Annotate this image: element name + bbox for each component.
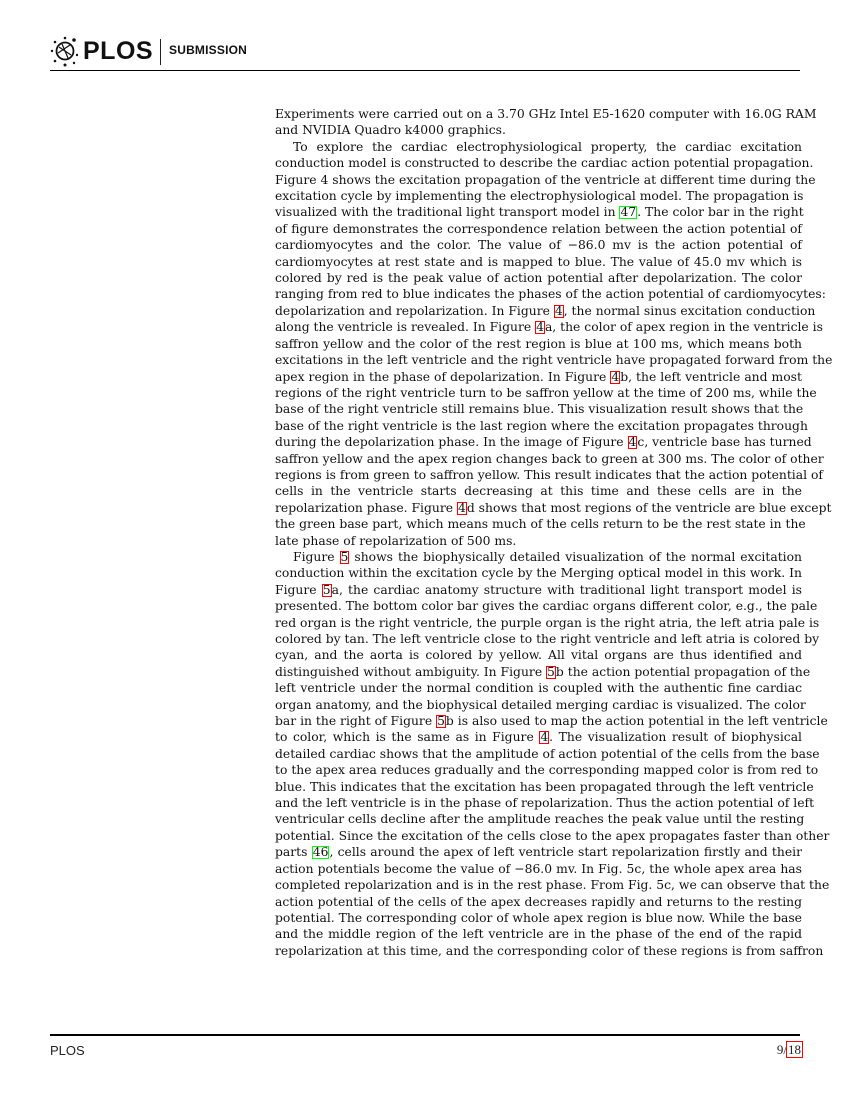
- text-line: repolarization phase. Figure 4d shows that most regions of the ventricle are blue except: [275, 500, 832, 515]
- text-line: Experiments were carried out on a 3.70 GHz Intel E5-1620 computer with 16.0G RAM: [275, 107, 817, 121]
- text-line: saffron yellow and the color of the rest region is blue at 100 ms, which means both: [275, 336, 802, 351]
- text-line: potential. The corresponding color of whole apex region is blue now. While the base: [275, 910, 802, 925]
- text-line: Figure 5 shows the biophysically detailed visualization of the normal excitation: [293, 549, 802, 564]
- text-line: parts 46, cells around the apex of left ventricle start repolarization firstly and their: [275, 845, 802, 860]
- text-line: and NVIDIA Quadro k4000 graphics.: [275, 123, 506, 138]
- text-line: Figure 5a, the cardiac anatomy structure with traditional light transport model is: [275, 582, 802, 597]
- text-line: and the middle region of the left ventricle are in the phase of the end of the rapid: [275, 927, 802, 942]
- text-line: ranging from red to blue indicates the phases of the action potential of cardiomyocytes:: [275, 287, 826, 302]
- figure-link[interactable]: 4: [457, 500, 466, 515]
- text-line: the green base part, which means much of the cells return to be the rest state in the: [275, 517, 806, 532]
- text-line: presented. The bottom color bar gives the cardiac organs different color, e.g., the pale: [275, 599, 818, 614]
- text-line: depolarization and repolarization. In Figure 4, the normal sinus excitation conduction: [275, 303, 816, 318]
- text-line: blue. This indicates that the excitation has been propagated through the left ventricle: [275, 779, 814, 794]
- figure-link[interactable]: 4: [611, 369, 620, 384]
- text-line: action potentials become the value of −86.0 mv. In Fig. 5c, the whole apex area has: [275, 861, 802, 876]
- text-line: base of the right ventricle still remains blue. This visualization result shows that the: [275, 402, 804, 417]
- footer-rule: [50, 1034, 800, 1036]
- logo-text: PLOS: [83, 37, 154, 65]
- text-line: along the ventricle is revealed. In Figure 4a, the color of apex region in the ventricle is: [275, 320, 823, 335]
- text-line: and the left ventricle is in the phase of repolarization. Thus the action potential of left: [275, 796, 815, 811]
- text-line: cyan, and the aorta is colored by yellow. All vital organs are thus identified and: [275, 648, 802, 663]
- text-line: cardiomyocytes and the color. The value of −86.0 mv is the action potential of: [275, 238, 802, 253]
- footer-journal: PLOS: [50, 1043, 85, 1058]
- page-header: [50, 30, 800, 72]
- text-line: during the depolarization phase. In the image of Figure 4c, ventricle base has turned: [275, 435, 812, 450]
- text-line: cells in the ventricle starts decreasing at this time and these cells are in the: [275, 484, 802, 499]
- text-line: of figure demonstrates the correspondence relation between the action potential of: [275, 221, 802, 236]
- text-line: To explore the cardiac electrophysiological property, the cardiac excitation: [293, 139, 802, 154]
- figure-link[interactable]: 4: [536, 320, 544, 335]
- figure-link[interactable]: 4: [540, 730, 549, 745]
- citation-link[interactable]: 46: [312, 845, 329, 860]
- text-line: late phase of repolarization of 500 ms.: [275, 533, 517, 548]
- page-total-link[interactable]: 18: [788, 1042, 801, 1057]
- text-line: ventricular cells decline after the amplitude reaches the peak value until the resting: [275, 812, 805, 827]
- text-line: organ anatomy, and the biophysical detailed merging cardiac is visualized. The color: [275, 697, 806, 712]
- text-line: left ventricle under the normal condition is coupled with the authentic fine cardiac: [275, 681, 802, 696]
- plos-globe-icon: [50, 35, 80, 67]
- header-rule: [50, 70, 800, 71]
- text-line: action potential of the cells of the apex decreases rapidly and returns to the resting: [275, 894, 802, 909]
- text-line: colored by tan. The left ventricle close to the right ventricle and left atria is colored by: [275, 632, 820, 646]
- text-line: excitations in the left ventricle and the right ventricle have propagated forward from the: [275, 353, 833, 368]
- submission-label: SUBMISSION: [169, 43, 248, 57]
- text-line: apex region in the phase of depolarization. In Figure 4b, the left ventricle and most: [275, 369, 802, 384]
- text-line: excitation cycle by implementing the electrophysiological model. The propagation is: [275, 189, 804, 204]
- text-line: regions of the right ventricle turn to be saffron yellow at the time of 200 ms, while the: [275, 385, 817, 400]
- text-line: conduction model is constructed to describe the cardiac action potential propagation.: [275, 156, 814, 171]
- figure-link[interactable]: 5: [547, 664, 555, 679]
- text-line: conduction within the excitation cycle by the Merging optical model in this work. In: [275, 566, 802, 581]
- page-current: 9: [776, 1042, 784, 1057]
- figure-link[interactable]: 4: [554, 303, 563, 318]
- text-line: red organ is the right ventricle, the purple organ is the right atria, the left atria pale is: [275, 615, 820, 630]
- figure-link[interactable]: 5: [322, 582, 331, 597]
- text-line: distinguished without ambiguity. In Figure 5b the action potential propagation of the: [275, 664, 811, 679]
- text-line: colored by red is the peak value of action potential after depolarization. The color: [275, 271, 802, 286]
- citation-link[interactable]: 47: [620, 205, 637, 220]
- text-line: saffron yellow and the apex region changes back to green at 300 ms. The color of other: [275, 451, 824, 466]
- text-line: to color, which is the same as in Figure 4. The visualization result of biophysical: [275, 730, 802, 745]
- header-divider: [160, 39, 161, 65]
- text-line: visualized with the traditional light transport model in 47. The color bar in the right: [275, 205, 804, 220]
- figure-link[interactable]: 4: [628, 435, 637, 450]
- figure-link[interactable]: 5: [437, 714, 445, 729]
- text-line: detailed cardiac shows that the amplitude of action potential of the cells from the base: [275, 746, 820, 761]
- page-number: [777, 1042, 802, 1058]
- page-separator: /: [783, 1042, 787, 1057]
- text-line: base of the right ventricle is the last region where the excitation propagates through: [275, 418, 808, 433]
- text-line: potential. Since the excitation of the cells close to the apex propagates faster than other: [275, 828, 830, 843]
- text-line: completed repolarization and is in the rest phase. From Fig. 5c, we can observe that the: [275, 878, 830, 893]
- plos-logo: [50, 35, 153, 67]
- body-text: [275, 106, 833, 959]
- figure-link[interactable]: 5: [340, 549, 349, 564]
- text-line: bar in the right of Figure 5b is also used to map the action potential in the left ventricle: [275, 714, 828, 729]
- text-line: repolarization at this time, and the corresponding color of these regions is from saffron: [275, 943, 824, 958]
- text-line: cardiomyocytes at rest state and is mapped to blue. The value of 45.0 mv which is: [275, 254, 802, 269]
- text-line: regions is from green to saffron yellow. This result indicates that the action potential of: [275, 467, 823, 482]
- text-line: to the apex area reduces gradually and the corresponding mapped color is from red to: [275, 763, 819, 778]
- text-line: Figure 4 shows the excitation propagation of the ventricle at different time during the: [275, 172, 816, 187]
